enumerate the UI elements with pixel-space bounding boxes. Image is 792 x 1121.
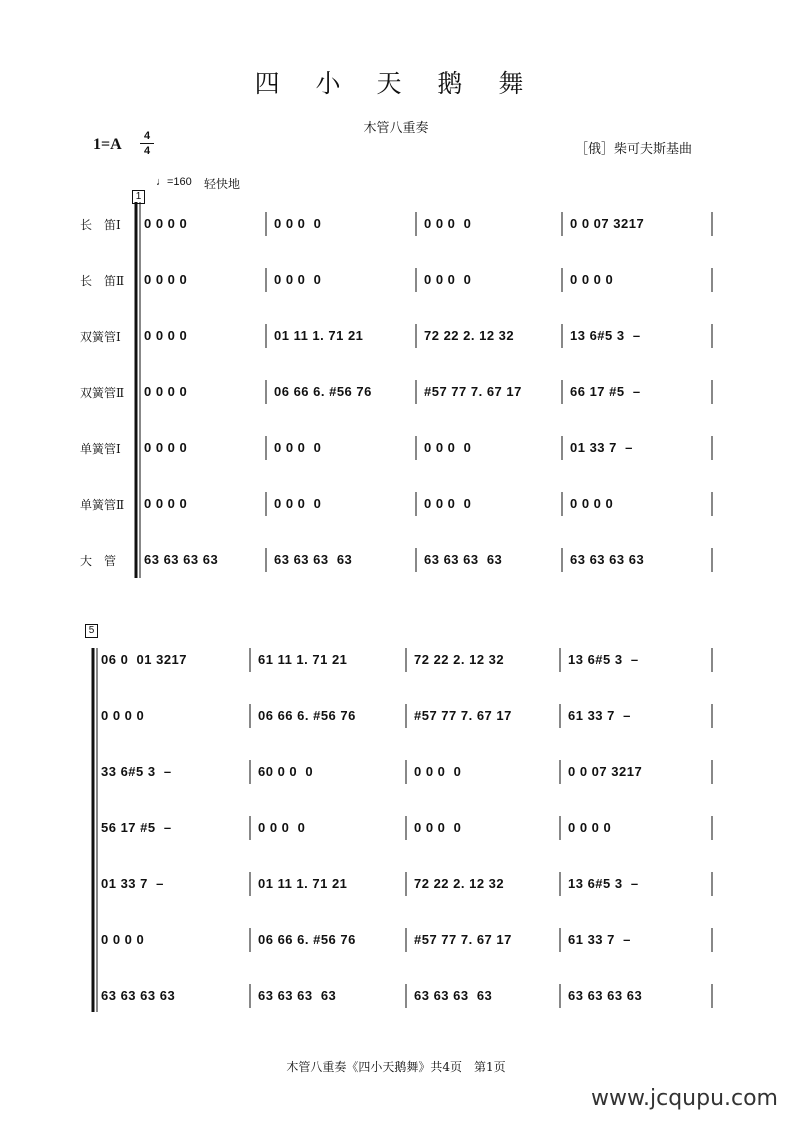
measure: 0 0 0 0 (144, 272, 188, 287)
composer: ［俄］柴可夫斯基曲 (574, 142, 692, 157)
measure: 0 0 0 0 (144, 384, 188, 399)
measure: 0 0 0 0 (144, 216, 188, 231)
measure: 01 11 1. 71 21 (274, 328, 364, 343)
time-signature-bottom: 4 (143, 145, 151, 157)
score-subtitle: 木管八重奏 (363, 121, 429, 136)
measure: 13 6#5 3 – (570, 328, 641, 343)
time-signature-top: 4 (143, 130, 151, 142)
measure: 0 0 0 0 (144, 496, 188, 511)
measure: 06 0 01 3217 (101, 652, 188, 667)
measure: 0 0 0 0 (424, 440, 472, 455)
measure: 63 63 63 63 (101, 988, 176, 1003)
measure: 0 0 0 0 (568, 820, 612, 835)
watermark: www.jcqupu.com (591, 1086, 778, 1111)
measure: 01 33 7 – (570, 440, 633, 455)
measure: 0 0 0 0 (424, 272, 472, 287)
tempo-text: 轻快地 (204, 177, 241, 191)
measure: 0 0 0 0 (414, 764, 462, 779)
measure: 0 0 0 0 (144, 440, 188, 455)
measure: 0 0 0 0 (570, 496, 614, 511)
instrument-label: 长 笛Ⅰ (80, 218, 121, 232)
measure: 0 0 0 0 (424, 496, 472, 511)
measure: 72 22 2. 12 32 (424, 328, 515, 343)
instrument-label: 双簧管Ⅱ (80, 386, 125, 400)
measure: 63 63 63 63 (424, 552, 503, 567)
instrument-label: 大 管 (80, 554, 117, 568)
measure: 0 0 0 0 (414, 820, 462, 835)
measure: 61 33 7 – (568, 932, 631, 947)
instrument-label: 单簧管Ⅰ (80, 442, 121, 456)
measure: 0 0 0 0 (424, 216, 472, 231)
measure: 0 0 0 0 (274, 440, 322, 455)
measure: 61 11 1. 71 21 (258, 652, 348, 667)
measure: 72 22 2. 12 32 (414, 652, 505, 667)
measure: 06 66 6. #56 76 (258, 932, 356, 947)
measure: 0 0 07 3217 (570, 216, 645, 231)
measure: 63 63 63 63 (144, 552, 219, 567)
measure: 0 0 0 0 (258, 820, 306, 835)
measure: 72 22 2. 12 32 (414, 876, 505, 891)
measure: 61 33 7 – (568, 708, 631, 723)
key-signature: 1=A (93, 136, 122, 153)
instrument-label: 长 笛Ⅱ (80, 274, 125, 288)
measure: 06 66 6. #56 76 (274, 384, 372, 399)
measure: 13 6#5 3 – (568, 652, 639, 667)
measure: 06 66 6. #56 76 (258, 708, 356, 723)
rehearsal-mark-1: 1 (132, 190, 145, 204)
rehearsal-mark-5: 5 (85, 624, 98, 638)
measure: 63 63 63 63 (274, 552, 353, 567)
measure: 63 63 63 63 (570, 552, 645, 567)
measure: 0 0 0 0 (101, 708, 145, 723)
measure: #57 77 7. 67 17 (414, 708, 512, 723)
measure: #57 77 7. 67 17 (424, 384, 522, 399)
measure: 0 0 0 0 (274, 272, 322, 287)
measure: 0 0 07 3217 (568, 764, 643, 779)
measure: 0 0 0 0 (101, 932, 145, 947)
measure: 63 63 63 63 (258, 988, 337, 1003)
measure: 63 63 63 63 (568, 988, 643, 1003)
instrument-label: 单簧管Ⅱ (80, 498, 125, 512)
page-footer: 木管八重奏《四小天鹅舞》共4页 第1页 (286, 1060, 506, 1074)
measure: 01 33 7 – (101, 876, 164, 891)
measure: 60 0 0 0 (258, 764, 314, 779)
instrument-label: 双簧管Ⅰ (80, 330, 121, 344)
measure: 0 0 0 0 (570, 272, 614, 287)
measure: 01 11 1. 71 21 (258, 876, 348, 891)
tempo-mark: ♩=160 (156, 176, 192, 188)
score-title: 四 小 天 鹅 舞 (254, 69, 538, 98)
measure: 56 17 #5 – (101, 820, 172, 835)
measure: 66 17 #5 – (570, 384, 641, 399)
measure: 0 0 0 0 (274, 496, 322, 511)
measure: 63 63 63 63 (414, 988, 493, 1003)
measure: 33 6#5 3 – (101, 764, 172, 779)
measure: 13 6#5 3 – (568, 876, 639, 891)
measure: 0 0 0 0 (274, 216, 322, 231)
measure: 0 0 0 0 (144, 328, 188, 343)
measure: #57 77 7. 67 17 (414, 932, 512, 947)
